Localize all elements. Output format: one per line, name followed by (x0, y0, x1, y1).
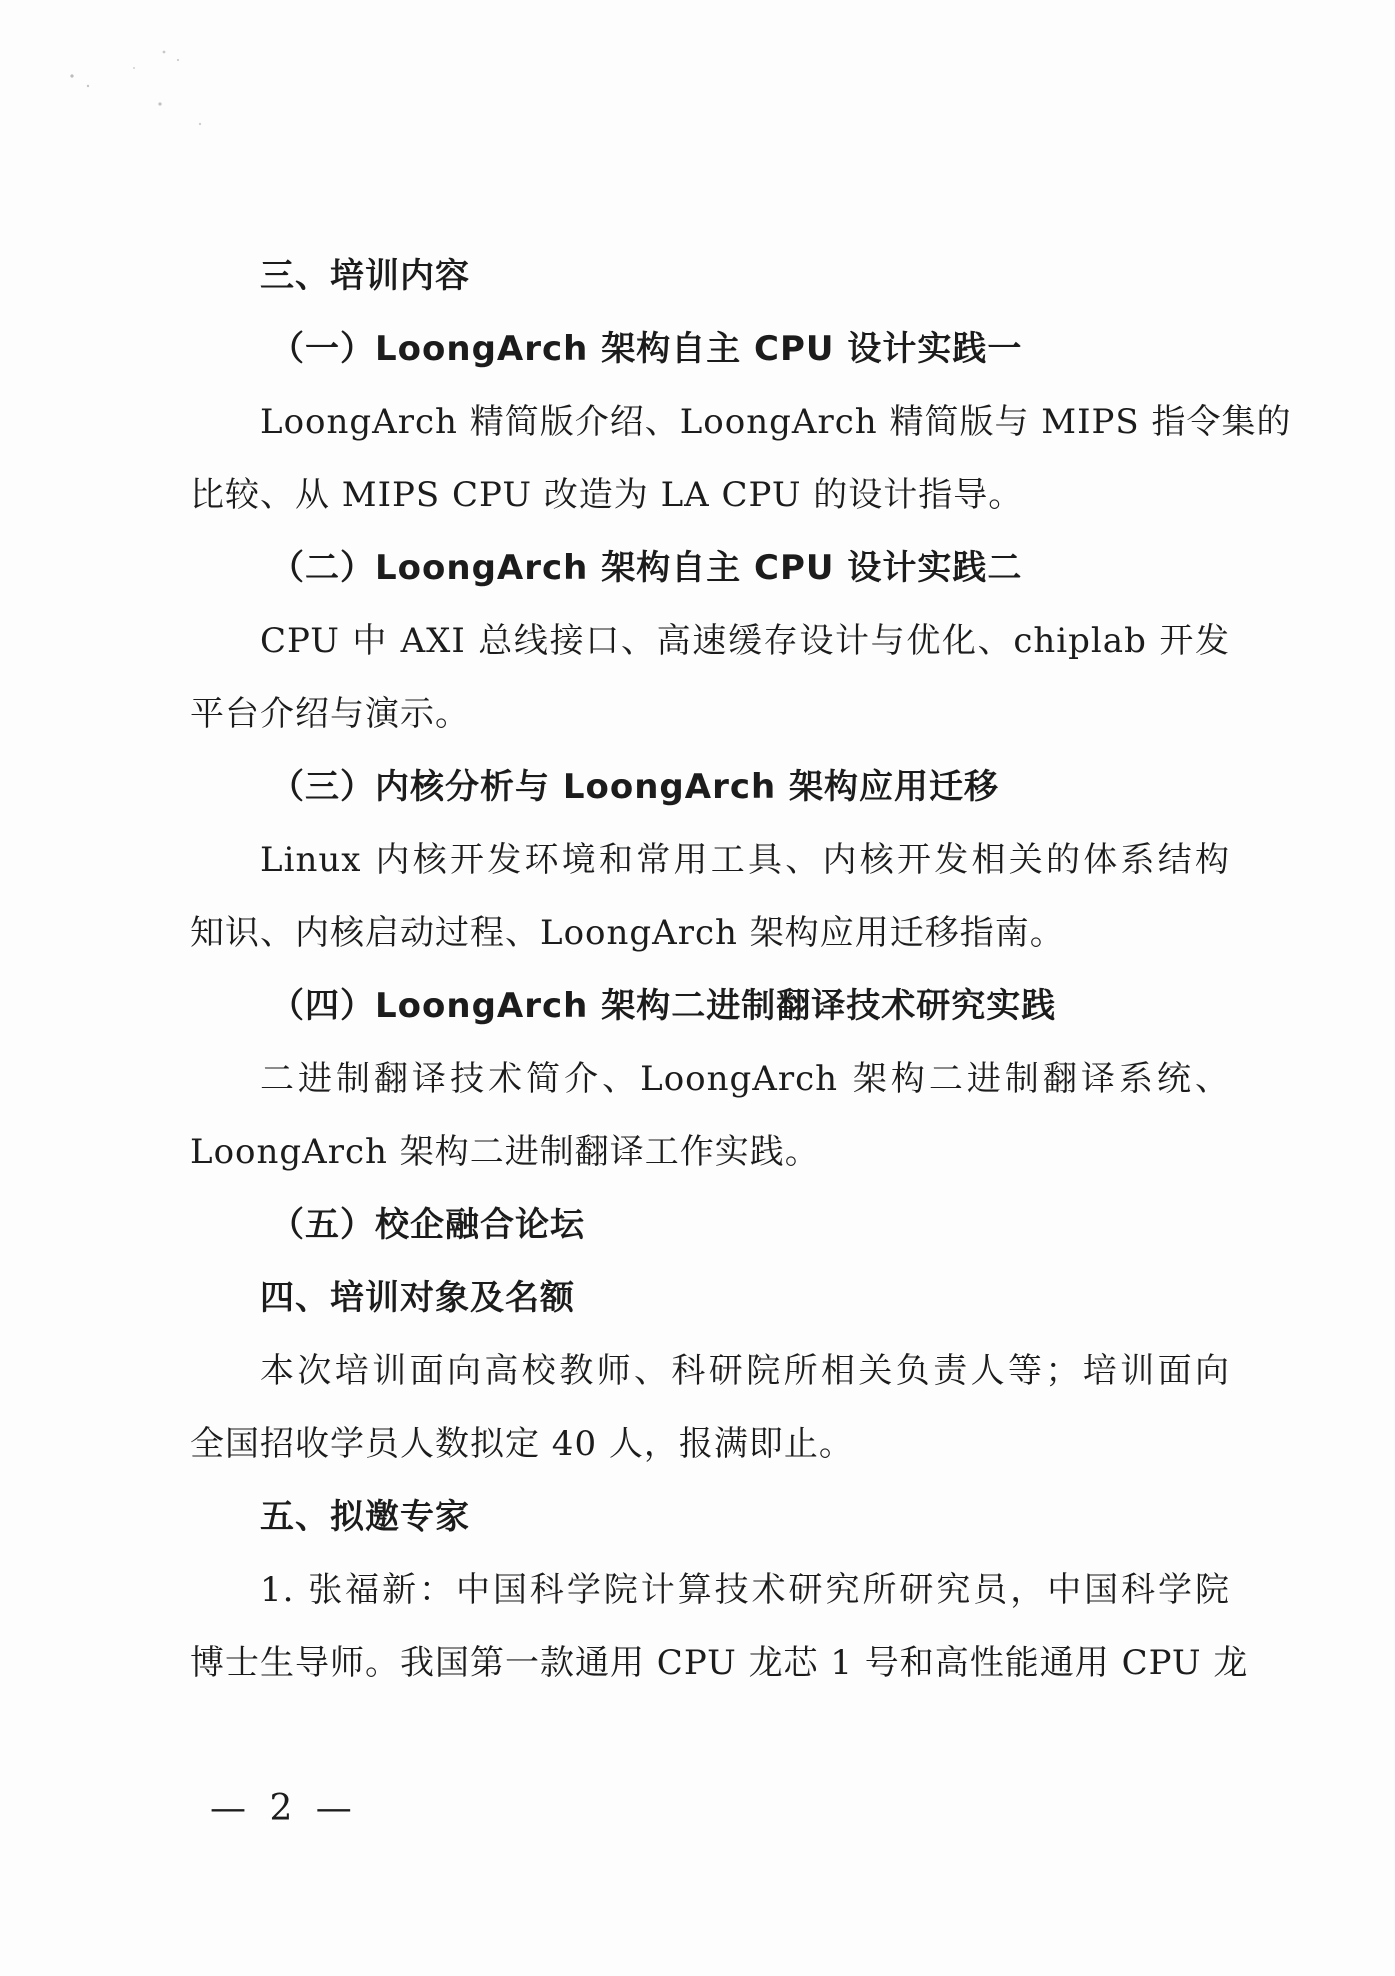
page-number: — 2 — (210, 1788, 358, 1829)
section-heading-trainees: 四、培训对象及名额 (260, 1278, 575, 1318)
section-heading-experts: 五、拟邀专家 (260, 1497, 470, 1537)
document-body (190, 240, 1292, 1700)
paragraph-line: CPU 中 AXI 总线接口、高速缓存设计与优化、chiplab 开发 (260, 621, 1230, 661)
scan-specks (60, 40, 220, 150)
paragraph-line: LoongArch 架构二进制翻译工作实践。 (190, 1132, 820, 1172)
paragraph-line: 本次培训面向高校教师、科研院所相关负责人等；培训面向 (260, 1351, 1230, 1391)
paragraph-line: 全国招收学员人数拟定 40 人，报满即止。 (190, 1424, 854, 1464)
paragraph-line: 1. 张福新：中国科学院计算技术研究所研究员，中国科学院 (260, 1570, 1230, 1610)
paragraph-line: 博士生导师。我国第一款通用 CPU 龙芯 1 号和高性能通用 CPU 龙 (190, 1643, 1249, 1683)
paragraph-line: 比较、从 MIPS CPU 改造为 LA CPU 的设计指导。 (190, 475, 1024, 515)
paragraph-line: 平台介绍与演示。 (190, 694, 470, 734)
subheading-5: （五）校企融合论坛 (270, 1205, 585, 1245)
paragraph-line: LoongArch 精简版介绍、LoongArch 精简版与 MIPS 指令集的 (260, 402, 1292, 442)
paragraph-line: 知识、内核启动过程、LoongArch 架构应用迁移指南。 (190, 913, 1065, 953)
subheading-4: （四）LoongArch 架构二进制翻译技术研究实践 (270, 986, 1057, 1026)
subheading-2: （二）LoongArch 架构自主 CPU 设计实践二 (270, 548, 1023, 588)
paragraph-line: Linux 内核开发环境和常用工具、内核开发相关的体系结构 (260, 840, 1230, 880)
subheading-3: （三）内核分析与 LoongArch 架构应用迁移 (270, 767, 1000, 807)
subheading-1: （一）LoongArch 架构自主 CPU 设计实践一 (270, 329, 1023, 369)
paragraph-line: 二进制翻译技术简介、LoongArch 架构二进制翻译系统、 (260, 1059, 1230, 1099)
section-heading-training-content: 三、培训内容 (260, 256, 470, 296)
